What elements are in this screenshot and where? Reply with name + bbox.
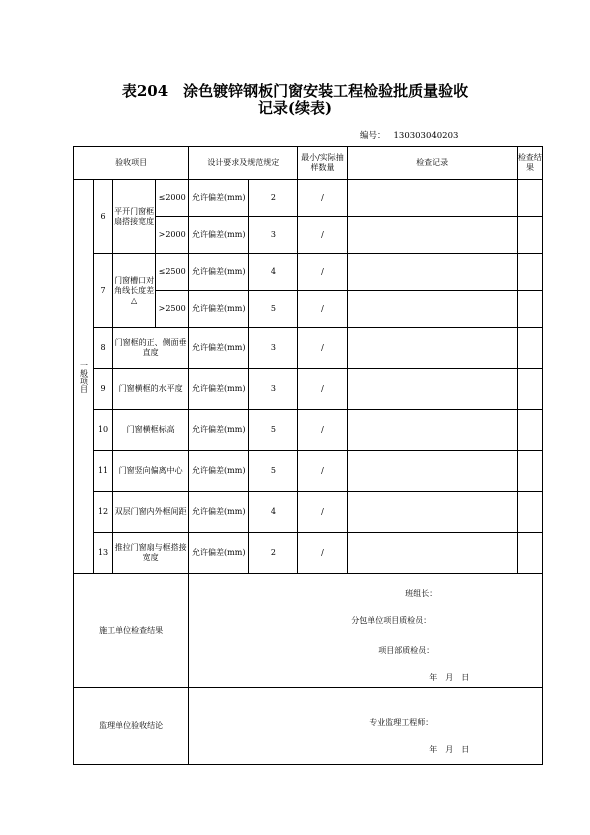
code-value: 130303040203 [393, 131, 459, 141]
row-name: 平开门窗框扇搭接宽度 [113, 180, 156, 254]
row-sample: / [298, 410, 347, 451]
row-record[interactable] [347, 533, 517, 574]
row-req: 允许偏差(mm) [189, 328, 249, 369]
row-req: 允许偏差(mm) [189, 217, 249, 254]
row-val: 3 [249, 217, 298, 254]
row-record[interactable] [347, 451, 517, 492]
table-row [74, 328, 543, 369]
row-no: 10 [94, 410, 113, 451]
row-req: 允许偏差(mm) [189, 451, 249, 492]
row-record[interactable] [347, 369, 517, 410]
row-record[interactable] [347, 291, 517, 328]
row-name: 门窗竖向偏离中心 [113, 451, 189, 492]
row-name: 双层门窗内外框间距 [113, 492, 189, 533]
row-sample: / [298, 217, 347, 254]
row-record[interactable] [347, 180, 517, 217]
supervision-row [74, 688, 543, 765]
table-row [74, 180, 543, 217]
col-sample: 最小/实际抽样数量 [298, 147, 347, 180]
construction-date: 年 月 日 [429, 673, 470, 682]
row-result[interactable] [517, 180, 542, 217]
row-req: 允许偏差(mm) [189, 180, 249, 217]
row-result[interactable] [517, 291, 542, 328]
row-sample: / [298, 254, 347, 291]
row-sample: / [298, 369, 347, 410]
table-row [74, 533, 543, 574]
row-sample: / [298, 291, 347, 328]
row-result[interactable] [517, 217, 542, 254]
row-req: 允许偏差(mm) [189, 533, 249, 574]
row-record[interactable] [347, 217, 517, 254]
row-no: 11 [94, 451, 113, 492]
row-result[interactable] [517, 254, 542, 291]
row-req: 允许偏差(mm) [189, 291, 249, 328]
row-no: 7 [94, 254, 113, 328]
row-sample: / [298, 451, 347, 492]
row-result[interactable] [517, 369, 542, 410]
table-row [74, 492, 543, 533]
row-name: 门窗槽口对角线长度差△ [113, 254, 156, 328]
inspector-label: 项目部质检员： [378, 646, 435, 655]
leader-label: 班组长： [405, 589, 438, 598]
table-row [74, 410, 543, 451]
row-val: 4 [249, 254, 298, 291]
col-record: 检查记录 [347, 147, 517, 180]
row-val: 5 [249, 291, 298, 328]
engineer-label: 专业监理工程师： [369, 718, 434, 727]
row-sub: ≤2000 [156, 180, 189, 217]
inspection-table [73, 146, 543, 765]
group-label: 一般项目 [74, 180, 94, 574]
header-row [74, 147, 543, 180]
construction-signatures[interactable] [189, 574, 543, 688]
row-record[interactable] [347, 328, 517, 369]
row-sub: >2000 [156, 217, 189, 254]
row-record[interactable] [347, 410, 517, 451]
row-val: 3 [249, 328, 298, 369]
row-val: 3 [249, 369, 298, 410]
supervision-label: 监理单位验收结论 [74, 688, 189, 765]
row-sample: / [298, 180, 347, 217]
row-val: 5 [249, 410, 298, 451]
page-title: 表204 涂色镀锌钢板门窗安装工程检验批质量验收 [121, 82, 469, 100]
row-result[interactable] [517, 410, 542, 451]
row-record[interactable] [347, 492, 517, 533]
row-val: 2 [249, 180, 298, 217]
row-req: 允许偏差(mm) [189, 254, 249, 291]
table-row [74, 254, 543, 291]
construction-row [74, 574, 543, 688]
row-req: 允许偏差(mm) [189, 492, 249, 533]
row-name: 门窗框的正、侧面垂直度 [113, 328, 189, 369]
col-design: 设计要求及规范规定 [189, 147, 298, 180]
row-result[interactable] [517, 451, 542, 492]
col-item: 验收项目 [74, 147, 189, 180]
sub-inspector-label: 分包单位项目质检员： [351, 616, 432, 625]
row-val: 2 [249, 533, 298, 574]
construction-label: 施工单位检查结果 [74, 574, 189, 688]
col-result: 检查结果 [517, 147, 542, 180]
row-no: 12 [94, 492, 113, 533]
row-sample: / [298, 533, 347, 574]
row-no: 13 [94, 533, 113, 574]
row-no: 6 [94, 180, 113, 254]
row-result[interactable] [517, 533, 542, 574]
table-row [74, 451, 543, 492]
table-row [74, 369, 543, 410]
row-val: 4 [249, 492, 298, 533]
row-val: 5 [249, 451, 298, 492]
row-name: 门窗横框的水平度 [113, 369, 189, 410]
row-result[interactable] [517, 328, 542, 369]
supervision-signatures[interactable] [189, 688, 543, 765]
row-no: 9 [94, 369, 113, 410]
row-no: 8 [94, 328, 113, 369]
row-name: 门窗横框标高 [113, 410, 189, 451]
row-req: 允许偏差(mm) [189, 410, 249, 451]
row-req: 允许偏差(mm) [189, 369, 249, 410]
row-sub: >2500 [156, 291, 189, 328]
row-sample: / [298, 328, 347, 369]
code-label: 编号： [360, 131, 386, 141]
row-sub: ≤2500 [156, 254, 189, 291]
row-result[interactable] [517, 492, 542, 533]
row-record[interactable] [347, 254, 517, 291]
supervision-date: 年 月 日 [429, 745, 470, 754]
page-subtitle: 记录(续表) [257, 99, 333, 117]
record-code [360, 129, 466, 141]
row-name: 推拉门窗扇与框搭接宽度 [113, 533, 189, 574]
row-sample: / [298, 492, 347, 533]
